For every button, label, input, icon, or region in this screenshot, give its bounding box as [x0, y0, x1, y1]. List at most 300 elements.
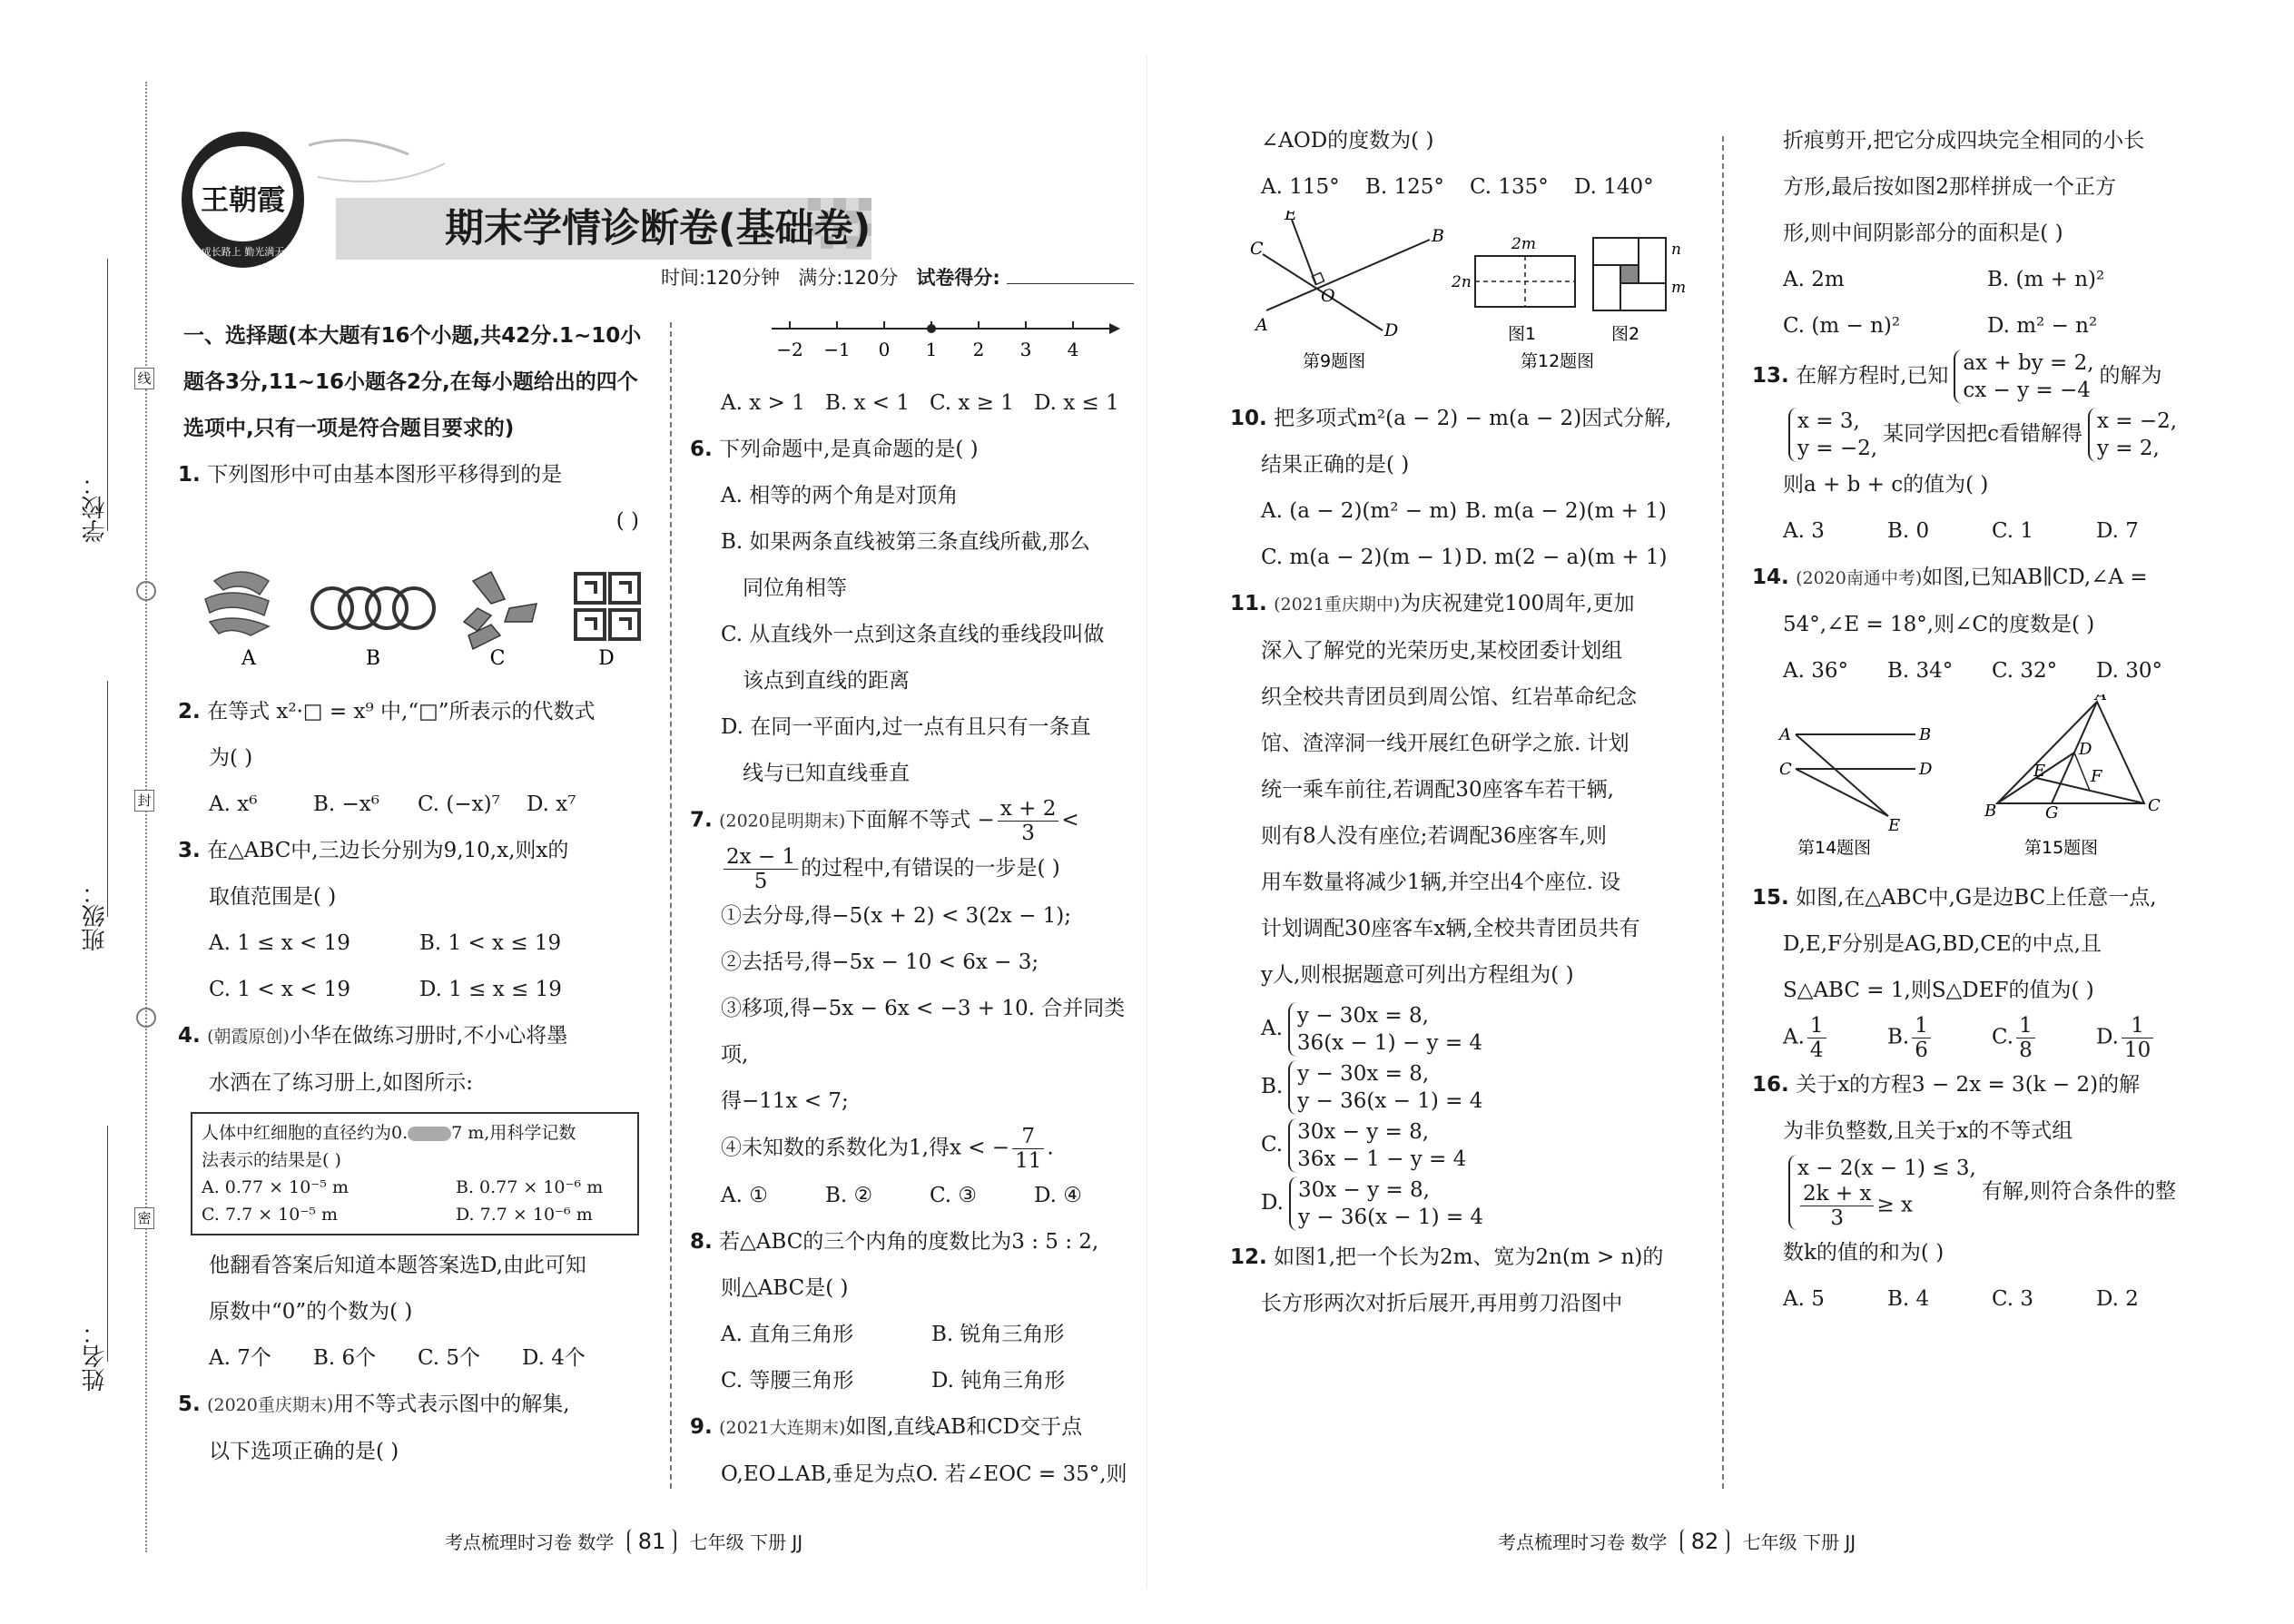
options [178, 1335, 650, 1382]
question-12 [1230, 1235, 1702, 1327]
name-label: 姓名： [82, 1321, 109, 1392]
option-a: A. 3 [1783, 519, 1825, 543]
option-d [1230, 1176, 1702, 1231]
question-text: 如图,直线AB和CD交于点 [845, 1415, 1083, 1439]
question-number: 16. [1752, 1073, 1789, 1097]
fig9-point-o: O [1321, 286, 1335, 306]
question-number: 1. [178, 463, 201, 487]
box-text: 法表示的结果是( ) [202, 1150, 341, 1170]
question-text-cont: 结果正确的是( ) [1261, 453, 1410, 477]
denominator: 3 [1021, 822, 1035, 845]
question-text: 如图,已知AB∥CD,∠A = [1922, 566, 2148, 589]
question-13 [1752, 349, 2224, 555]
tick-label: 4 [1067, 339, 1079, 360]
equation-system [1288, 1118, 1466, 1173]
question-text: 为庆祝建党100周年,更加 [1400, 592, 1635, 615]
equation-system [1289, 1176, 1483, 1231]
option-d: D. x⁷ [527, 792, 576, 816]
fig15-point-g: G [2045, 803, 2059, 822]
box-text: 7 m,用科学记数 [451, 1123, 576, 1143]
question-1 [178, 452, 650, 545]
question-text-cont: 用车数量将减少1辆,并空出4个座位. 设 [1261, 871, 1621, 894]
option-c [1230, 1118, 1702, 1173]
question-3 [178, 828, 650, 1013]
exam-info [661, 263, 1134, 290]
option-c: C. 32° [1992, 659, 2058, 683]
equation: cx − y = −4 [1963, 379, 2091, 402]
fig12-caption: 第12题图 [1521, 351, 1595, 371]
fig9-point-c: C [1250, 239, 1264, 259]
column-2 [690, 309, 1135, 1498]
tick-label: 1 [925, 339, 938, 360]
question-text-cont: 他翻看答案后知道本题答案选D,由此可知 [209, 1254, 586, 1277]
question-number: 15. [1752, 886, 1789, 910]
option-a: A. 7个 [209, 1346, 271, 1370]
option-a: A. 36° [1783, 659, 1848, 683]
option-b: B. m(a − 2)(m + 1) [1465, 499, 1667, 523]
denominator: 4 [1809, 1038, 1824, 1062]
option-d: D. 7 [2096, 519, 2139, 543]
question-text-cont: 馆、渣滓洞一线开展红色研学之旅. 计划 [1261, 732, 1629, 755]
question-8 [690, 1219, 1135, 1404]
fraction [724, 845, 798, 893]
question-text: 关于x的方程3 − 2x = 3(k − 2)的解 [1796, 1073, 2141, 1097]
footer-grade: 七年级 下册 JJ [689, 1531, 803, 1553]
question-source: (2020重庆期末) [207, 1395, 334, 1415]
question-text: 下列命题中,是真命题的是( ) [719, 438, 979, 461]
option-d: D. 在同一平面内,过一点有且只有一条直 [721, 715, 1091, 739]
question-number: 12. [1230, 1245, 1267, 1269]
equation-system [1288, 1060, 1482, 1115]
question-12-cont: 方形,最后按如图2那样拼成一个正方 [1783, 175, 2116, 199]
equation: y − 36(x − 1) = 4 [1297, 1206, 1484, 1229]
options [690, 1312, 1135, 1358]
option-b: B. 1 < x ≤ 19 [419, 931, 562, 955]
option-d: D. m² − n² [1987, 314, 2098, 338]
option-b-cont: 同位角相等 [743, 576, 847, 600]
option-a: A. 1 ≤ x < 19 [209, 931, 350, 955]
logo-slogan: 成长路上 勤光满天 [201, 246, 285, 258]
question-text-cont: D,E,F分别是AG,BD,CE的中点,且 [1783, 932, 2102, 956]
fig12-label-n: n [1671, 241, 1681, 259]
question-text: 在等式 x²·□ = x⁹ 中,“□”所表示的代数式 [207, 700, 596, 723]
fig15-point-d: D [2079, 740, 2092, 759]
question-text-cont: 取值范围是( ) [209, 885, 337, 909]
q1-label-b: B [365, 647, 381, 670]
numerator: 2x − 1 [724, 845, 798, 870]
denominator: 5 [753, 870, 768, 893]
denominator: 3 [1830, 1206, 1845, 1230]
option-d: D. ④ [1034, 1184, 1082, 1207]
option-a: A. x > 1 [721, 391, 805, 415]
option-c: C. 135° [1470, 175, 1549, 199]
question-text-cont [1752, 408, 2224, 462]
question-number: 13. [1752, 364, 1789, 388]
options [1752, 1014, 2224, 1062]
q1-label-a: A [241, 647, 256, 670]
option-b: B. 4 [1887, 1287, 1930, 1311]
fig9-point-e: E [1285, 211, 1297, 224]
fig15-point-a: A [2095, 694, 2107, 704]
footer-book: 考点梳理时习卷 数学 [445, 1531, 615, 1553]
question-text-cont: 统一乘车前往,若调配30座客车若干辆, [1261, 778, 1614, 802]
equation-system [1954, 349, 2093, 404]
fraction [1912, 1014, 1931, 1062]
footer-left [445, 1528, 802, 1554]
exam-full-score: 满分:120分 [798, 267, 899, 289]
denominator: 6 [1915, 1038, 1928, 1062]
ink-stained-problem-box [191, 1112, 639, 1235]
option-a [1230, 1002, 1702, 1057]
question-text-cont: 则a + b + c的值为( ) [1783, 473, 1989, 497]
question-text-cont: 则△ABC是( ) [721, 1276, 849, 1300]
option-b: B. 6个 [313, 1346, 377, 1370]
question-text: 下列图形中可由基本图形平移得到的是 [207, 463, 563, 487]
inequality-system [1788, 1155, 1976, 1230]
option-c: C. (m − n)² [1783, 314, 1901, 338]
fig12-label-2n: 2n [1452, 273, 1472, 291]
option-a: A. x⁶ [209, 792, 258, 816]
q5-options [690, 380, 1135, 427]
question-text: 在△ABC中,三边长分别为9,10,x,则x的 [207, 839, 569, 862]
step-2: ②去括号,得−5x − 10 < 6x − 3; [721, 950, 1039, 974]
denominator: 10 [2123, 1038, 2151, 1062]
question-number: 11. [1230, 592, 1267, 615]
option-label: C. [1992, 1025, 2014, 1049]
box-option-a: A. 0.77 × 10⁻⁵ m [202, 1177, 349, 1197]
option-b: B. (m + n)² [1987, 268, 2105, 291]
question-15 [1752, 875, 2224, 1062]
denominator: 11 [1015, 1149, 1042, 1173]
solution-dot [927, 324, 936, 333]
option-c: C. 从直线外一点到这条直线的垂线段叫做 [721, 623, 1105, 646]
question-text: 下面解不等式 − [845, 808, 995, 832]
number-line [690, 309, 1126, 363]
option-c: C. 1 [1992, 519, 2034, 543]
option-c: C. ③ [930, 1184, 978, 1207]
option-b: B. ② [825, 1184, 873, 1207]
equation-system [1288, 1002, 1482, 1057]
equation: y = 2, [2097, 437, 2160, 460]
q12-options [1752, 257, 2224, 303]
binding-mark-line: 线 [134, 368, 154, 389]
step-1: ①去分母,得−5(x + 2) < 3(2x − 1); [721, 904, 1072, 928]
question-16 [1752, 1062, 2224, 1323]
score-field[interactable] [1007, 283, 1134, 284]
fig9-point-b: B [1432, 226, 1444, 246]
column-1 [178, 313, 650, 1475]
column-4 [1752, 118, 2224, 1323]
ink-stain [408, 1127, 451, 1141]
column-divider [1722, 136, 1724, 1489]
equation: y − 36(x − 1) = 4 [1297, 1089, 1483, 1113]
option-c: C. (−x)⁷ [418, 792, 500, 816]
binding-mark-seal: 封 [134, 790, 154, 812]
option-b [1230, 1060, 1702, 1115]
options [690, 1358, 1135, 1404]
binding-dotted-line [145, 82, 147, 1552]
question-source: (2020昆明期末) [719, 811, 846, 832]
figures-9-12 [1230, 211, 1702, 379]
numerator: x + 2 [998, 797, 1059, 822]
fig12-caption-1: 图1 [1508, 324, 1537, 344]
equation: ax + by = 2, [1963, 351, 2094, 375]
question-text: 有解,则符合条件的整 [1981, 1179, 2177, 1204]
q1-figures [178, 545, 650, 672]
option-d: D. 2 [2096, 1287, 2139, 1311]
q12-options [1752, 303, 2224, 349]
binding-hole-icon [136, 1008, 156, 1028]
option-label: A. [1783, 1025, 1805, 1049]
fig14-point-b: B [1919, 725, 1932, 744]
options [1230, 488, 1702, 535]
q1-figure-a [205, 572, 269, 635]
option-label: C. [1261, 1133, 1284, 1156]
question-14 [1752, 555, 2224, 694]
question-number: 4. [178, 1024, 201, 1048]
option-b: B. x < 1 [825, 391, 911, 415]
option-label: B. [1261, 1075, 1284, 1098]
equation: y = −2, [1797, 437, 1878, 460]
fig12-label-m: m [1671, 279, 1687, 297]
fig14-point-d: D [1919, 760, 1933, 779]
option-b [1887, 1014, 1992, 1062]
question-text-cont [690, 845, 1135, 893]
question-text-cont [1752, 1155, 2224, 1230]
box-option-d: D. 7.7 × 10⁻⁶ m [456, 1205, 593, 1225]
question-4 [178, 1013, 650, 1382]
option-c: C. 等腰三角形 [721, 1369, 854, 1393]
q1-label-c: C [489, 647, 506, 670]
fig15-lines [1997, 702, 2144, 803]
fraction [998, 797, 1059, 845]
tick-label: −1 [823, 339, 851, 360]
fraction [2122, 1014, 2153, 1062]
option-a: A. ① [721, 1184, 768, 1207]
equation: 36(x − 1) − y = 4 [1296, 1031, 1483, 1055]
option-label: A. [1261, 1017, 1283, 1040]
question-text: 的解为 [2099, 364, 2162, 388]
option-label: B. [1887, 1025, 1910, 1049]
options [1752, 648, 2224, 694]
question-text: 某同学因把c看错解得 [1883, 422, 2082, 446]
question-number: 3. [178, 839, 201, 862]
option-c: C. 3 [1992, 1287, 2034, 1311]
options [178, 967, 650, 1013]
tick-label: −2 [776, 339, 803, 360]
fig14-lines [1796, 734, 1915, 816]
question-text-cont: 54°,∠E = 18°,则∠C的度数是( ) [1783, 613, 2095, 636]
equation: 30x − y = 8, [1297, 1120, 1430, 1144]
option-a: A. 直角三角形 [721, 1323, 854, 1346]
section-title: 一、选择题(本大题有16个小题,共42分.1~10小题各3分,11~16小题各2分,在每小题给出的四个选项中,只有一项是符合题目要求的) [183, 324, 642, 440]
tick-label: 2 [972, 339, 985, 360]
equation: y − 30x = 8, [1297, 1062, 1430, 1086]
equation: x = 3, [1797, 409, 1860, 433]
question-6 [690, 427, 1135, 797]
options [1752, 1276, 2224, 1323]
question-12-cont: 折痕剪开,把它分成四块完全相同的小长 [1783, 129, 2145, 153]
equation: 36x − 1 − y = 4 [1297, 1147, 1467, 1171]
option-c: C. x ≥ 1 [930, 391, 1014, 415]
box-option-c: C. 7.7 × 10⁻⁵ m [202, 1205, 339, 1225]
question-text-cont: 为( ) [209, 746, 253, 770]
tick-label: 3 [1019, 339, 1032, 360]
fig12-caption-2: 图2 [1611, 324, 1640, 344]
question-9 [690, 1404, 1135, 1498]
fraction [2016, 1014, 2035, 1062]
question-number: 8. [690, 1230, 713, 1254]
option-d: D. 钝角三角形 [931, 1369, 1066, 1393]
binding-hole-icon [136, 581, 156, 601]
fig12-rect [1475, 256, 1575, 307]
numerator: 1 [2122, 1014, 2153, 1038]
option-c-cont: 该点到直线的距离 [743, 669, 910, 693]
option-a: A. 115° [1261, 175, 1340, 199]
denominator: 8 [2019, 1038, 2033, 1062]
option-a: A. 2m [1783, 268, 1845, 291]
fig9-point-a: A [1255, 315, 1268, 335]
footer-book: 考点梳理时习卷 数学 [1498, 1531, 1668, 1553]
question-text: 用不等式表示图中的解集, [333, 1393, 570, 1416]
fraction [1800, 1182, 1874, 1230]
binding-mark-secret: 密 [134, 1207, 154, 1229]
question-number: 14. [1752, 566, 1789, 589]
fig9-lines [1263, 220, 1430, 330]
question-text: 在解方程时,已知 [1796, 364, 1949, 388]
question-text-cont: 为非负整数,且关于x的不等式组 [1783, 1119, 2073, 1143]
numerator: 1 [1807, 1014, 1826, 1038]
footer-grade: 七年级 下册 JJ [1742, 1531, 1856, 1553]
q9-options [1230, 164, 1702, 211]
question-10 [1230, 396, 1702, 581]
class-label: 班级： [82, 881, 109, 951]
solution-system [2088, 408, 2177, 462]
less-than-sign: < [1061, 808, 1079, 832]
question-7 [690, 797, 1135, 1219]
exam-time: 时间:120分钟 [661, 267, 781, 289]
options [1752, 508, 2224, 555]
options [1230, 535, 1702, 581]
option-b: B. 34° [1887, 659, 1954, 683]
fig15-point-b: B [1984, 802, 1997, 821]
question-text-cont: 织全校共青团员到周公馆、红岩革命纪念 [1261, 685, 1637, 709]
q1-figure-d [576, 574, 639, 639]
question-source: (朝霞原创) [207, 1027, 290, 1047]
question-number: 2. [178, 700, 201, 723]
fig14-point-a: A [1779, 725, 1791, 744]
option-d: D. 140° [1574, 175, 1654, 199]
option-d: D. m(2 − a)(m + 1) [1465, 546, 1668, 569]
q1-label-d: D [598, 647, 615, 670]
question-text: 如图1,把一个长为2m、宽为2n(m > n)的 [1274, 1245, 1664, 1269]
box-option-b: B. 0.77 × 10⁻⁶ m [456, 1177, 604, 1197]
options [690, 1173, 1135, 1219]
logo-name: 王朝霞 [201, 184, 285, 217]
fig14-caption: 第14题图 [1797, 838, 1872, 858]
option-b: B. 锐角三角形 [931, 1323, 1065, 1346]
question-source: (2020南通中考) [1796, 568, 1923, 588]
fraction [1012, 1125, 1044, 1173]
option-a [1783, 1014, 1887, 1062]
question-text-cont: 以下选项正确的是( ) [209, 1440, 399, 1463]
step-text: ④未知数的系数化为1,得x < − [721, 1136, 1010, 1160]
question-source: (2021重庆期中) [1274, 595, 1401, 615]
option-d: D. 30° [2096, 659, 2163, 683]
option-a: A. 相等的两个角是对顶角 [721, 484, 959, 507]
question-text: 的过程中,有错误的一步是( ) [801, 856, 1060, 881]
step-3-cont: 得−11x < 7; [721, 1089, 849, 1113]
question-text: 小华在做练习册时,不小心将墨 [289, 1024, 568, 1048]
inequality [1797, 1182, 1976, 1230]
page-number: 82 [1680, 1529, 1730, 1554]
fig14-point-c: C [1779, 760, 1792, 779]
page-number: 81 [627, 1529, 677, 1554]
fig9-point-d: D [1384, 320, 1399, 340]
figures-14-15 [1752, 694, 2224, 858]
options [178, 782, 650, 828]
question-text: 如图,在△ABC中,G是边BC上任意一点, [1796, 886, 2157, 910]
question-number: 5. [178, 1393, 201, 1416]
option-label: D. [2096, 1025, 2119, 1049]
question-text-cont: O,EO⊥AB,垂足为点O. 若∠EOC = 35°,则 [721, 1462, 1127, 1486]
question-12-cont: 形,则中间阴影部分的面积是( ) [1783, 221, 2063, 245]
question-number: 9. [690, 1415, 713, 1439]
question-text-cont: 数k的值的和为( ) [1783, 1241, 1944, 1265]
fig15-caption: 第15题图 [2024, 838, 2099, 858]
column-divider [670, 322, 672, 1489]
fig15-point-f: F [2091, 767, 2102, 786]
question-source: (2021大连期末) [719, 1418, 846, 1438]
option-c: C. 1 < x < 19 [209, 978, 351, 1001]
fig14-point-e: E [1888, 816, 1901, 835]
question-text-cont: S△ABC = 1,则S△DEF的值为( ) [1783, 979, 2094, 1002]
q1-figure-b [312, 588, 434, 628]
option-c [1992, 1014, 2096, 1062]
fraction [1807, 1014, 1826, 1062]
question-text-cont: 原数中“0”的个数为( ) [209, 1300, 413, 1324]
question-text-cont: 深入了解党的光荣历史,某校团委计划组 [1261, 639, 1623, 663]
question-number: 10. [1230, 407, 1267, 430]
fig15-point-c: C [2148, 796, 2161, 815]
box-text: 人体中红细胞的直径约为0. [202, 1123, 409, 1143]
option-a: A. (a − 2)(m² − m) [1261, 499, 1458, 523]
inequality: x − 2(x − 1) ≤ 3, [1797, 1156, 1976, 1180]
fig15-point-e: E [2033, 762, 2046, 781]
question-text-cont: y人,则根据题意可列出方程组为( ) [1261, 963, 1574, 987]
numerator: 7 [1012, 1125, 1044, 1149]
equation: x = −2, [2097, 409, 2178, 433]
question-number: 7. [690, 808, 713, 832]
numerator: 1 [1912, 1014, 1931, 1038]
option-a: A. 5 [1783, 1287, 1825, 1311]
option-b: B. 0 [1887, 519, 1930, 543]
option-b: B. 如果两条直线被第三条直线所截,那么 [721, 530, 1090, 554]
question-text: 若△ABC的三个内角的度数比为3 : 5 : 2, [719, 1230, 1099, 1254]
option-b: B. 125° [1365, 175, 1444, 199]
equation: y − 30x = 8, [1296, 1004, 1429, 1028]
equation: 30x − y = 8, [1297, 1178, 1430, 1202]
option-d: D. 1 ≤ x ≤ 19 [419, 978, 562, 1001]
question-5 [178, 1382, 650, 1475]
question-text-cont: 则有8人没有座位;若调配36座客车,则 [1261, 824, 1607, 848]
fig9-caption: 第9题图 [1303, 351, 1366, 371]
numerator: 2k + x [1800, 1182, 1874, 1206]
question-number: 6. [690, 438, 713, 461]
option-d: D. x ≤ 1 [1034, 391, 1119, 415]
options [178, 920, 650, 967]
question-text-cont: 水洒在了练习册上,如图所示: [209, 1071, 474, 1095]
